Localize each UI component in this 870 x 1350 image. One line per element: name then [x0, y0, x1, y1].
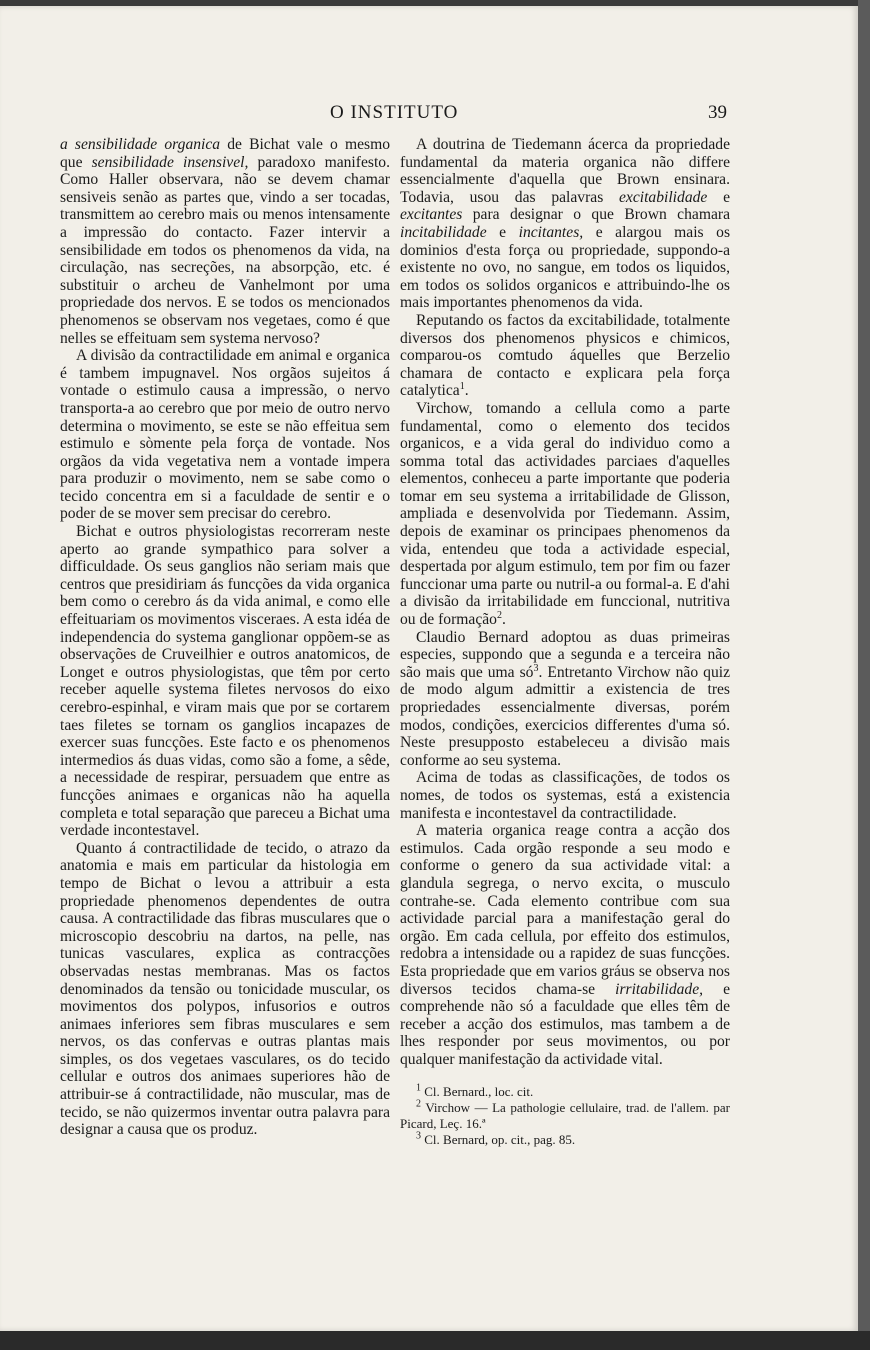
footnote-ref: 2 — [496, 609, 502, 621]
page-edge-right — [858, 0, 870, 1350]
text-run: Reputando os factos da excitabilidade, totalmente diversos dos phenomenos physicos e chimicos, comparou-os comtudo áquelles que Berzelio chamara de contacto e explicara pela força catalytica — [400, 311, 730, 400]
paragraph — [400, 822, 730, 1068]
right-column-body — [400, 136, 730, 1068]
text-run: . — [464, 382, 469, 400]
footnote-ref: 1 — [459, 381, 465, 393]
text-run: para designar o que Brown chamara — [462, 206, 730, 224]
page-edge-bottom — [0, 1331, 870, 1350]
text-run: Quanto á contractilidade de tecido, o atrazo da anatomia e mais em particular da histologia em tempo de Bichat o levou a attribuir a esta propriedade phenomenos dependentes de outra causa. A contractilidade das fibras musculares que o microscopio descobriu na dartos, na pelle, nas tunicas vasculares, explica as contracções observadas nestas membranas. Mas os factos denominados da tensão ou tonicidade muscular, os movimentos dos polypos, infusorios e outros animaes inferiores sem fibras musculares e sem nervos, os das confervas e outras plantas mais simples, os dos vegetaes vasculares, os do tecido cellular e outros dos animaes superiores hão de attribuir-se á contractilidade, não muscular, mas de tecido, se não quizermos inventar outra palavra para designar a causa que os produz. — [60, 839, 390, 1139]
italic-text: excitabilidade — [619, 188, 708, 206]
text-run: A materia organica reage contra a acção dos estimulos. Cada orgão responde a seu modo e conforme o genero da sua actividade vital: a glandula segrega, o nervo excita, o musculo contrahe-se. Cada elemento contribue com sua actividade parcial para a manifestação geral do orgão. Em cada cellula, por effeito dos estimulos, redobra a intensidade ou a rapidez de suas funcções. Esta propriedade que em varios gráus se observa nos diversos tecidos chama-se — [400, 822, 730, 998]
paragraph — [60, 136, 390, 347]
italic-text: incitabilidade — [400, 223, 487, 241]
paragraph — [400, 312, 730, 400]
paragraph — [400, 136, 730, 312]
footnote — [400, 1132, 730, 1148]
right-column — [400, 136, 730, 1148]
page-number: 39 — [708, 102, 727, 123]
footnote-text: Cl. Bernard., loc. cit. — [424, 1084, 534, 1100]
text-run: Bichat e outros physiologistas recorreram neste aperto ao grande sympathico para solver a difficuldade. Os seus ganglios não seriam mais que centros que presidiriam ás funcções da vida organica bem como o cerebro ás da vida animal, e como elle effeituariam os movimentos visceraes. A esta idéa de independencia do systema ganglionar oppõem-se as observações de Cruveilhier e outros anatomicos, de Longet e outros physiologistas, que têm por certo receber aquelle systema filetes nervosos do eixo cerebro-espinhal, e viram mais que por se cortarem taes filetes se tornam os ganglios incapazes de exercer suas funcções. Este facto e os phenomenos intermedios ás duas vidas, como são a fome, a sêde, a necessidade de respirar, persuadem que entre as funcções animaes e organicas não ha aquella completa e total separação que pareceu a Bichat uma verdade incontestavel. — [60, 523, 390, 840]
footnote — [400, 1084, 730, 1100]
text-run: Claudio Bernard adoptou as duas primeiras especies, suppondo que a segunda e a terceira não são mais que uma só — [400, 628, 730, 681]
book-page — [0, 6, 858, 1331]
footnote-text: Virchow — La pathologie cellulaire, trad. de l'allem. par Picard, Leç. 16.ª — [400, 1100, 730, 1132]
italic-text: excitantes — [400, 206, 463, 224]
text-run: . — [501, 611, 506, 629]
text-run: e — [486, 223, 519, 241]
italic-text: irritabilidade, — [615, 980, 704, 998]
paragraph — [400, 629, 730, 770]
paragraph — [60, 840, 390, 1139]
text-run: e — [707, 188, 730, 206]
text-run: Virchow, tomando a cellula como a parte fundamental, como o elemento dos tecidos organicos, e a vida geral do individuo como a somma total das actividades parciaes d'aquelles elementos, conheceu a parte importante que poderia tomar em seu systema a irritabilidade de Glisson, ampliada e desenvolvida por Tiedemann. Assim, depois de examinar os principaes phenomenos da vida, entendeu que toda a actividade especial, despertada por algum estimulo, tem por fim ou fazer funccionar uma parte ou nutril-a ou formal-a. E d'ahi a divisão da irritabilidade em funccional, nutritiva ou de formação — [400, 399, 730, 629]
footnotes — [400, 1084, 730, 1148]
paragraph — [60, 347, 390, 523]
footnote-ref: 3 — [533, 662, 539, 674]
paragraph — [400, 400, 730, 629]
italic-text: a sensibilidade organica — [60, 136, 221, 153]
footnote-number: 3 — [416, 1131, 421, 1143]
text-run: . Entretanto Virchow não quiz de modo algum admittir a existencia de tres propriedades essencialmente diversas, porém modos, condições, exercicios differentes d'uma só. Neste presupposto estabeleceu a divisão mais conforme ao seu systema. — [400, 663, 730, 769]
text-run: Acima de todas as classificações, de todos os nomes, de todos os systemas, está a existencia manifesta e incontestavel da contractilidade. — [400, 769, 730, 822]
left-column — [60, 136, 390, 1139]
text-run: e alargou mais os dominios d'esta força ou propriedade, suppondo-a existente no ovo, no sangue, em todos os liquidos, em todos os solidos organicos e attribuindo-lhe os mais importantes phenomenos da vida. — [400, 223, 731, 312]
footnote-number: 1 — [416, 1083, 421, 1095]
italic-text: sensibilidade insensivel, — [91, 153, 249, 171]
text-run: e comprehende não só a faculdade que elles têm de receber a acção dos estimulos, mas tambem a de lhes responder por seus movimentos, ou por qualquer manifestação da actividade vital. — [400, 980, 730, 1068]
text-run: A doutrina de Tiedemann ácerca da propriedade fundamental da materia organica não differe essencialmente d'aquella que Brown ensinara. Todavia, usou das palavras — [400, 136, 730, 206]
footnote — [400, 1100, 730, 1132]
running-head — [0, 102, 858, 126]
footnote-number: 2 — [416, 1099, 421, 1111]
text-run: paradoxo manifesto. Como Haller observara, não se devem chamar sensiveis senão as partes que, vindo a ser tocadas, transmittem ao cerebro mais ou menos intensamente a impressão do contacto. Fazer intervir a sensibilidade em todos os phenomenos da vida, na circulação, nas secreções, na absorpção, etc. é substituir o archeu de Vanhelmont por uma propriedade dos nervos. E se todos os mencionados phenomenos se observam nos vegetaes, como é que nelles se effeituam sem systema nervoso? — [60, 153, 390, 347]
page-title: O INSTITUTO — [330, 102, 459, 123]
paragraph — [60, 523, 390, 840]
text-run: de Bichat vale o mesmo que — [60, 136, 390, 171]
text-run: A divisão da contractilidade em animal e organica é tambem impugnavel. Nos orgãos sujeitos á vontade o estimulo causa a impressão, o nervo transporta-a ao cerebro que por meio de outro nervo determina o movimento, se este se não effeitua sem estimulo e sòmente pela força de vontade. Nos orgãos da vida vegetativa nem a vontade impera para produzir o movimento, nem se sabe como o tecido concentra em si a faculdade de sentir e o poder de se mover sem precisar do cerebro. — [60, 347, 390, 523]
footnote-text: Cl. Bernard, op. cit., pag. 85. — [424, 1132, 576, 1148]
paragraph — [400, 769, 730, 822]
italic-text: incitantes, — [518, 223, 584, 241]
